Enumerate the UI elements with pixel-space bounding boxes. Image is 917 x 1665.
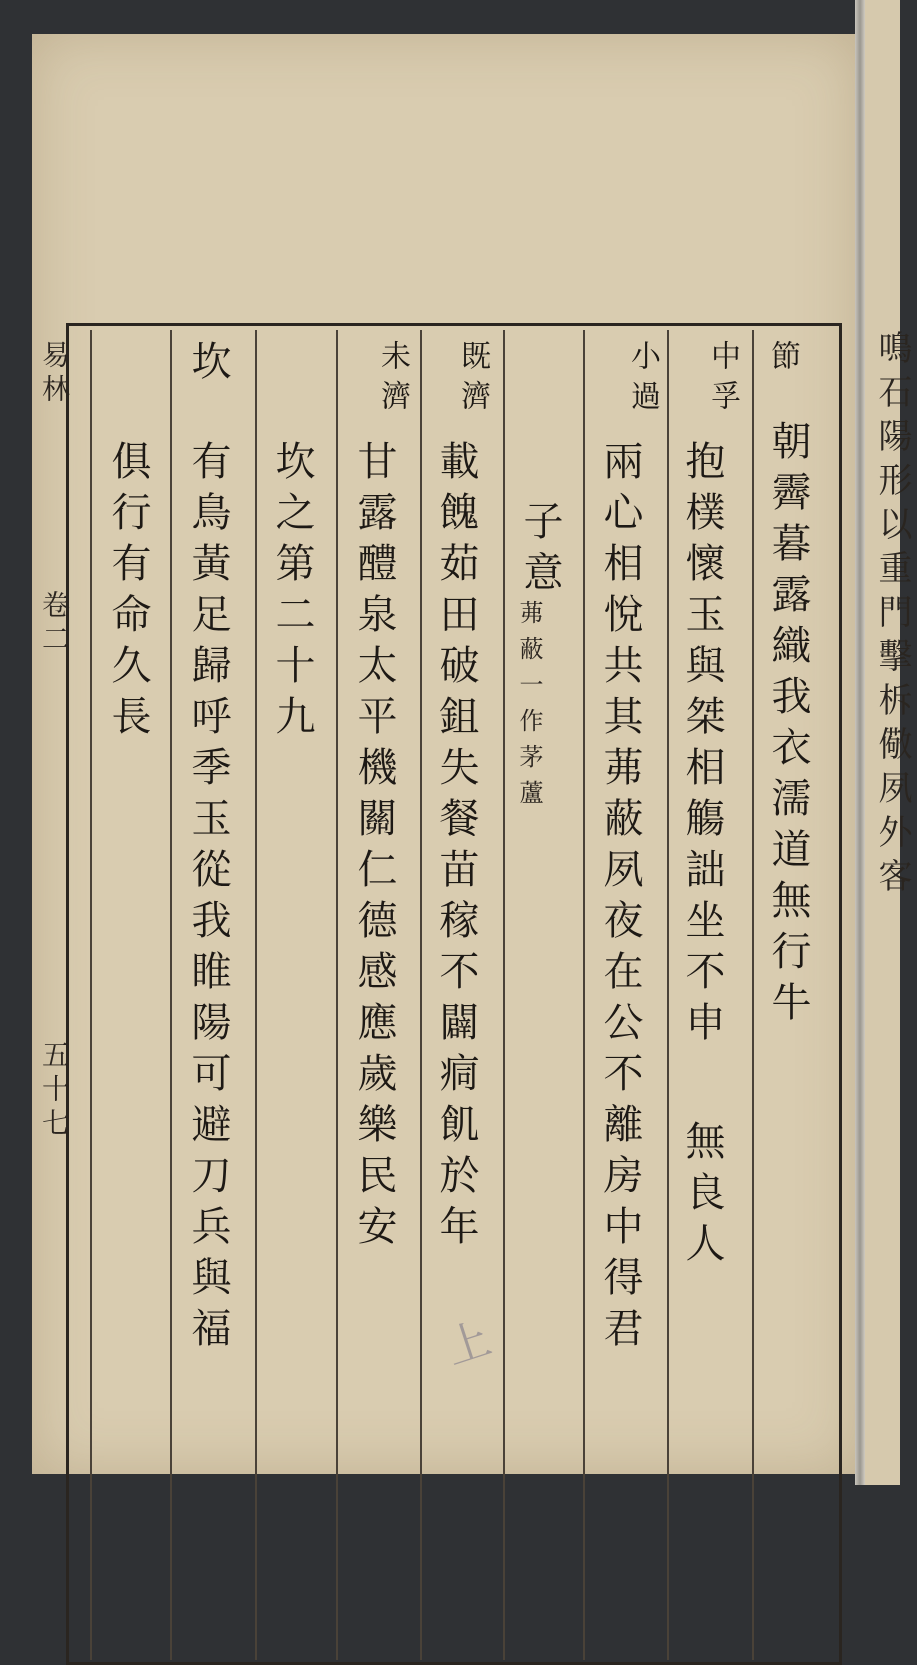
margin-title: 易林 [38, 340, 71, 408]
column-rule [583, 330, 585, 1660]
verse-text: 俱行有命久長 [105, 440, 151, 746]
page-edge [855, 0, 865, 1485]
verse-text: 抱樸懷玉與桀相觴詘坐不申 [679, 440, 725, 1052]
hexagram-heading: 未濟 [375, 340, 410, 420]
seal-stamp-mark: 上 [439, 1312, 498, 1375]
column-rule [90, 330, 92, 1660]
column-rule [420, 330, 422, 1660]
text-column [760, 340, 804, 380]
margin-folio: 五十七 [38, 1040, 71, 1142]
verse-text: 朝霽暮露織我衣濡道無行牛 [765, 420, 811, 1032]
column-rule [752, 330, 754, 1660]
hexagram-heading: 小過 [625, 340, 660, 420]
verse-text: 載餽茹田破鉏失餐苗稼不闢痌飢於年 [433, 440, 479, 1256]
hexagram-heading: 既濟 [455, 340, 490, 420]
column-rule [255, 330, 257, 1660]
column-rule [667, 330, 669, 1660]
hexagram-heading: 中孚 [705, 340, 740, 420]
column-rule [503, 330, 505, 1660]
verse-text: 有鳥黃足歸呼季玉從我睢陽可避刀兵與福 [185, 440, 231, 1358]
continuation-text: 無良人 [679, 1120, 725, 1273]
annotation-note: 茀蔽一作茅蘆 [515, 600, 543, 816]
verse-text: 兩心相悅共其茀蔽夙夜在公不離房中得君 [597, 440, 643, 1358]
hexagram-heading: 坎 [185, 340, 231, 391]
column-rule [336, 330, 338, 1660]
facing-page-text: 鳴石陽形以重門擊柝儆夙外客 [872, 330, 912, 902]
column-rule [170, 330, 172, 1660]
verse-text: 子意 [517, 500, 563, 602]
chapter-title: 坎之第二十九 [269, 440, 315, 746]
verse-text: 甘露醴泉太平機關仁德感應歲樂民安 [351, 440, 397, 1256]
margin-volume: 卷二 [38, 590, 71, 658]
hexagram-heading: 節 [765, 340, 800, 380]
